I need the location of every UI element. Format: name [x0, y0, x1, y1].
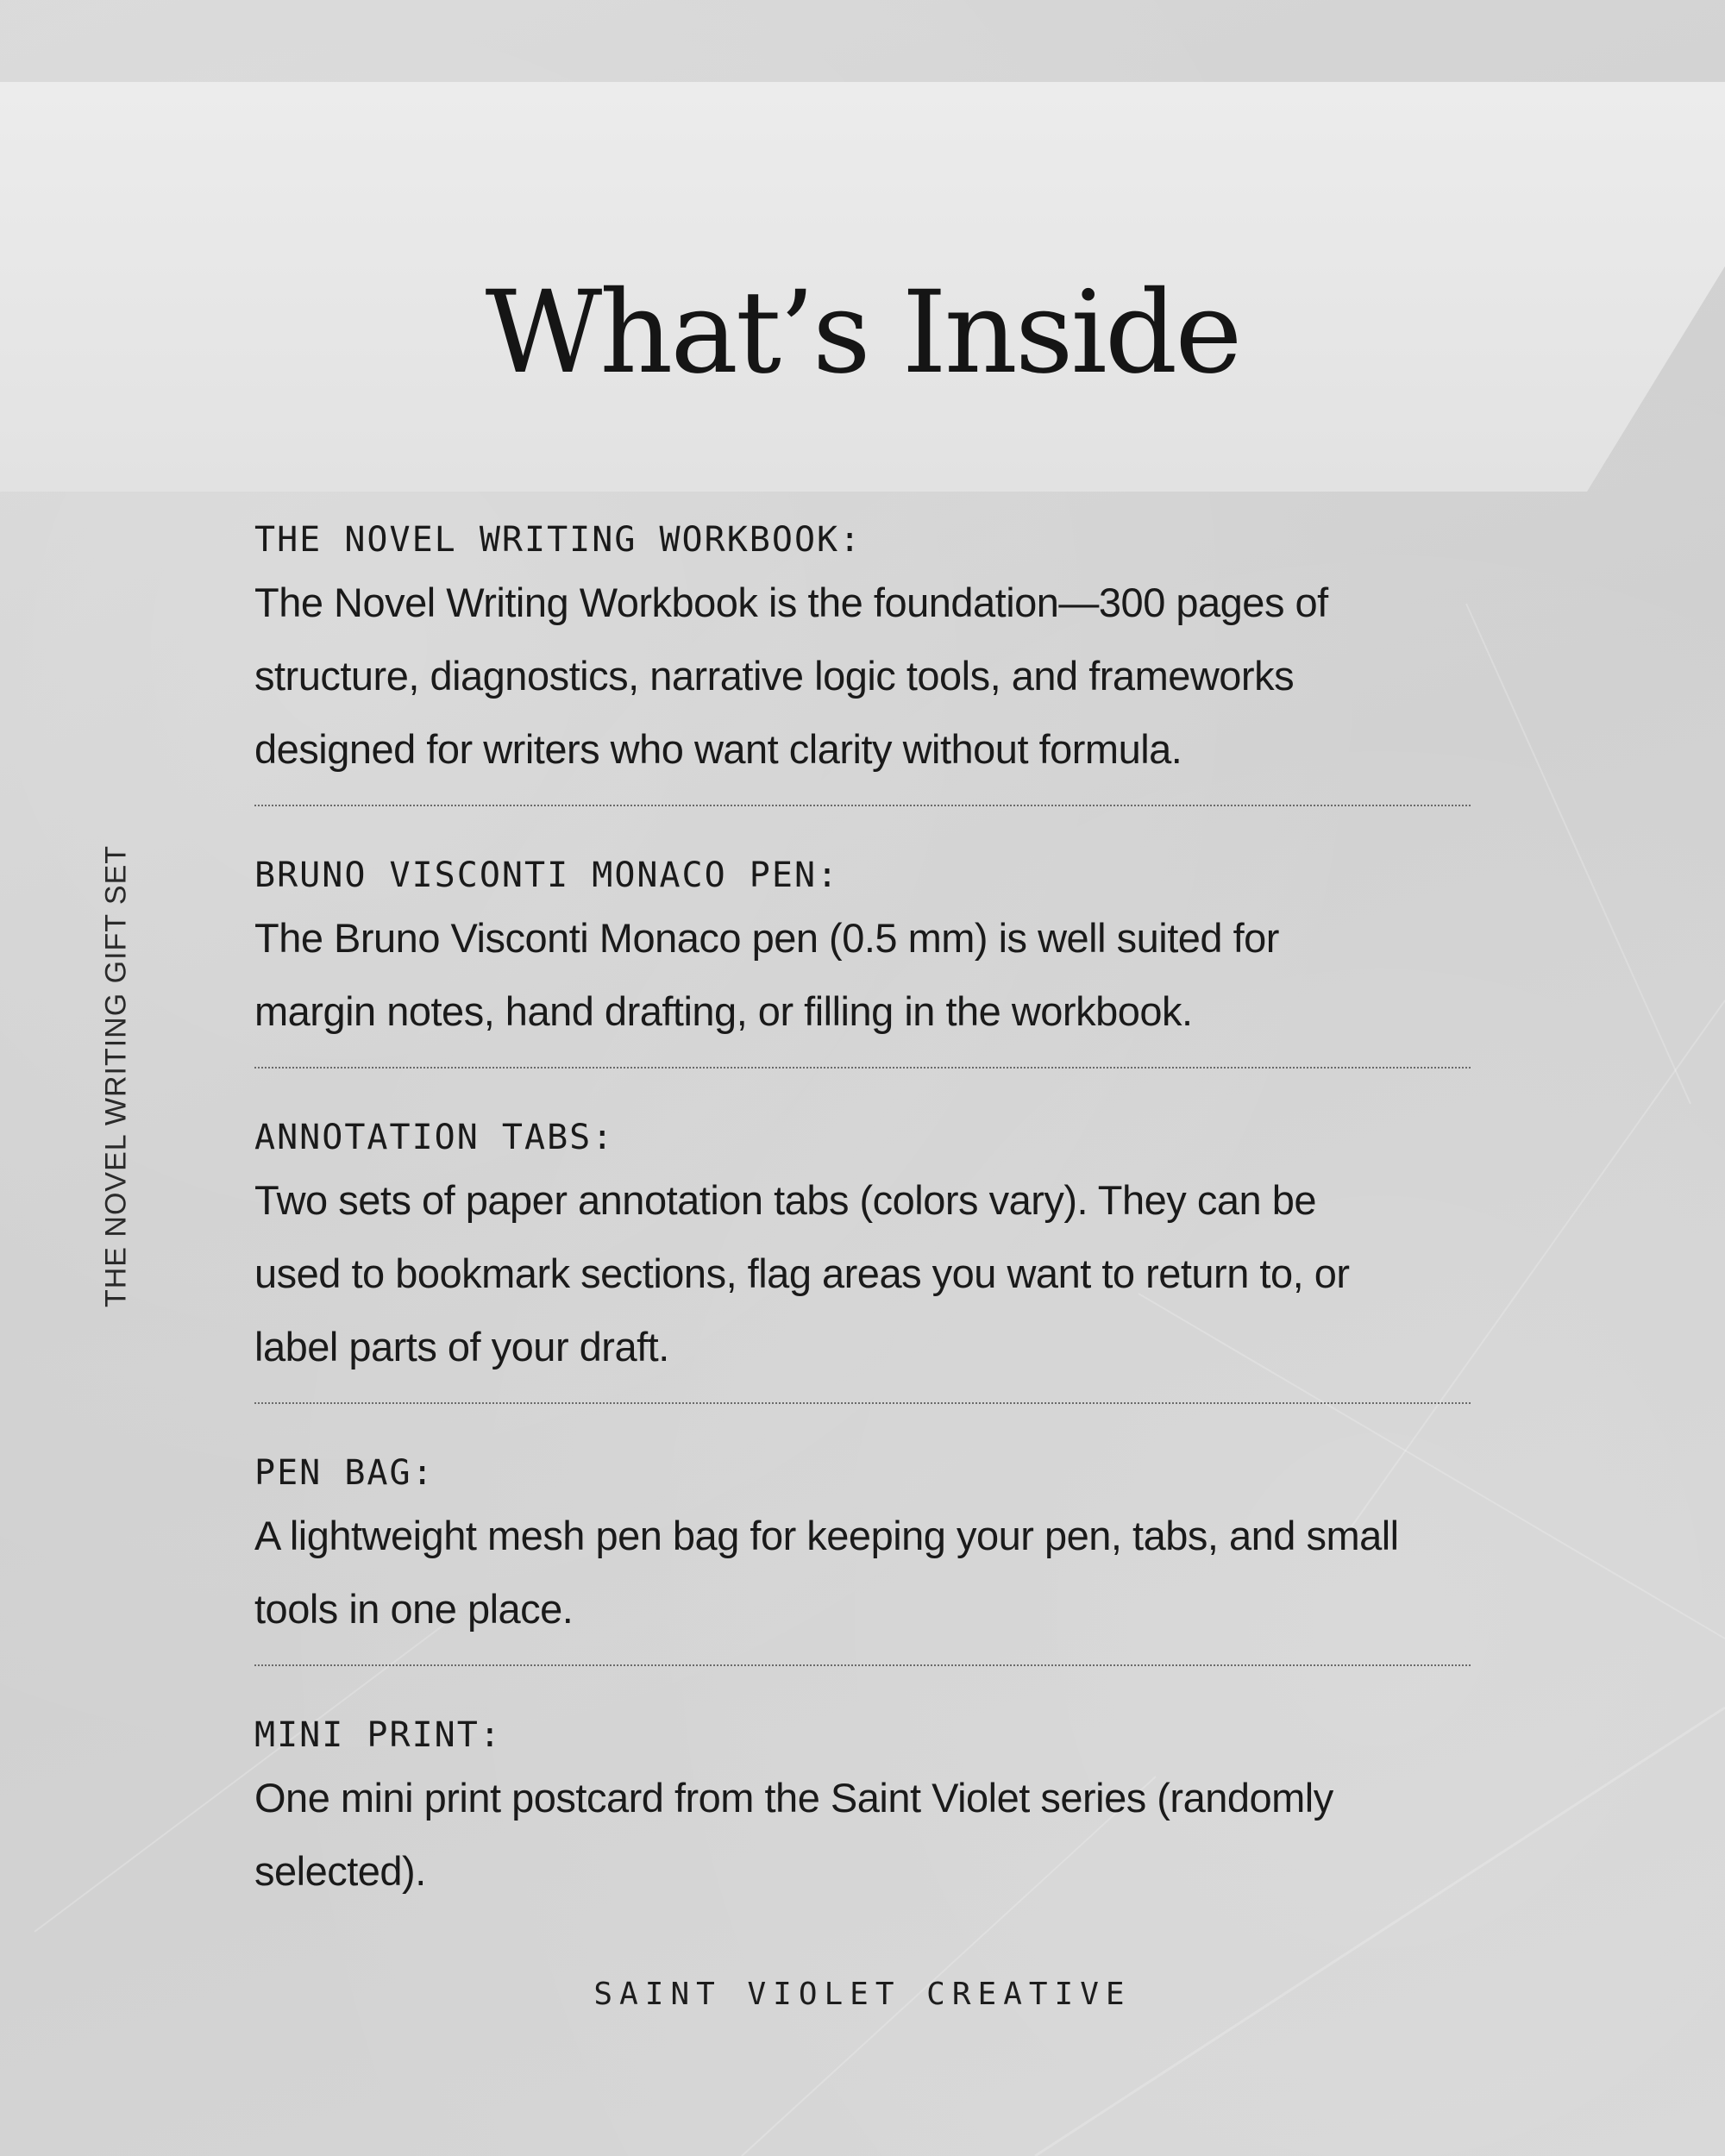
body-line: One mini print postcard from the Saint Violet series (randomly: [254, 1775, 1333, 1821]
body-line: Two sets of paper annotation tabs (colors vary). They can be: [254, 1177, 1316, 1223]
body-line: selected).: [254, 1848, 426, 1894]
section-body: [254, 1163, 1471, 1383]
section-heading: THE NOVEL WRITING WORKBOOK:: [254, 520, 862, 560]
page-title: What’s Inside: [485, 266, 1240, 399]
body-line: The Novel Writing Workbook is the foundation—300 pages of: [254, 580, 1328, 625]
body-line: structure, diagnostics, narrative logic tools, and frameworks: [254, 653, 1295, 699]
section-pen-bag: [254, 1447, 1471, 1645]
section-pen: [254, 849, 1471, 1048]
section-heading: PEN BAG:: [254, 1453, 435, 1493]
section-heading: MINI PRINT:: [254, 1715, 502, 1755]
body-line: label parts of your draft.: [254, 1324, 669, 1369]
section-body: [254, 566, 1471, 786]
body-line: The Bruno Visconti Monaco pen (0.5 mm) is well suited for: [254, 915, 1279, 961]
contents-list: [254, 514, 1471, 1908]
side-label: THE NOVEL WRITING GIFT SET: [99, 844, 133, 1308]
dotted-divider: [254, 805, 1471, 806]
body-line: used to bookmark sections, flag areas you want to return to, or: [254, 1250, 1350, 1296]
section-mini-print: [254, 1709, 1471, 1908]
section-body: [254, 1499, 1471, 1645]
dotted-divider: [254, 1402, 1471, 1404]
section-body: [254, 901, 1471, 1048]
brand-footer: SAINT VIOLET CREATIVE: [593, 1977, 1132, 2012]
body-line: margin notes, hand drafting, or filling in the workbook.: [254, 988, 1193, 1034]
section-body: [254, 1761, 1471, 1908]
body-line: tools in one place.: [254, 1586, 574, 1632]
dotted-divider: [254, 1067, 1471, 1069]
section-annotation-tabs: [254, 1112, 1471, 1383]
body-line: A lightweight mesh pen bag for keeping your pen, tabs, and small: [254, 1513, 1399, 1558]
section-workbook: [254, 514, 1471, 786]
section-heading: ANNOTATION TABS:: [254, 1118, 615, 1157]
dotted-divider: [254, 1664, 1471, 1666]
body-line: designed for writers who want clarity without formula.: [254, 726, 1182, 772]
section-heading: BRUNO VISCONTI MONACO PEN:: [254, 856, 840, 895]
